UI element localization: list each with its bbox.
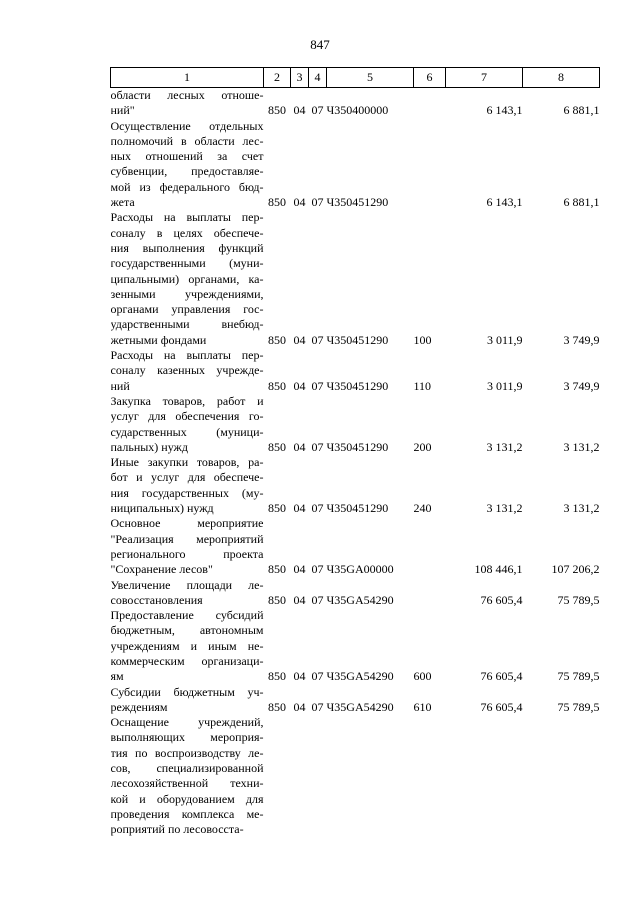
amount-year-2-cell: 75 789,5 — [557, 669, 600, 684]
row-description — [111, 608, 264, 684]
description-line: "Реализация мероприятий — [110, 531, 264, 546]
column-header-4: 4 — [309, 68, 327, 88]
description-line: соналу в целях обеспече- — [110, 225, 264, 240]
table-header-row — [111, 68, 600, 88]
admin-code-cell: 850 — [268, 669, 286, 684]
section-code-cell: 04 — [293, 195, 306, 210]
description-line: лесохозяйственной техни- — [110, 776, 264, 791]
description-line: регионального проекта — [110, 546, 264, 561]
amount-year-1-cell: 108 446,1 — [474, 562, 523, 577]
admin-code-cell: 850 — [268, 439, 286, 454]
expense-type-cell: 610 — [413, 699, 432, 714]
description-line: пальных) нужд — [110, 439, 188, 454]
target-article-cell — [327, 715, 414, 837]
amount-year-2-cell: 75 789,5 — [557, 699, 600, 714]
description-line: Расходы на выплаты пер- — [110, 348, 264, 363]
column-header-7: 7 — [446, 68, 523, 88]
subsection-code-cell: 07 — [311, 699, 324, 714]
row-description — [111, 119, 264, 211]
section-code-cell: 04 — [293, 103, 306, 118]
amount-year-2-cell — [523, 715, 600, 837]
target-article-cell: Ч350451290 — [326, 501, 389, 516]
description-line: мой из федерального бюд- — [110, 179, 264, 194]
description-line: ниципальных) нужд — [110, 501, 214, 516]
description-line: жетными фондами — [110, 332, 207, 347]
description-line: Предоставление субсидий — [110, 608, 264, 623]
description-line: Субсидии бюджетным уч- — [110, 684, 264, 699]
amount-year-1-cell: 76 605,4 — [480, 669, 523, 684]
description-line: области лесных отноше- — [110, 88, 264, 102]
row-description — [111, 516, 264, 577]
admin-code-cell: 850 — [268, 592, 286, 607]
table-row — [111, 608, 600, 684]
amount-year-2-cell: 107 206,2 — [551, 562, 600, 577]
description-line: совосстановления — [110, 592, 203, 607]
admin-code-cell: 850 — [268, 699, 286, 714]
description-line: соналу казенных учрежде- — [110, 363, 264, 378]
subsection-code-cell: 07 — [311, 501, 324, 516]
row-description — [111, 685, 264, 716]
amount-year-2-cell: 6 881,1 — [563, 195, 600, 210]
admin-code-cell: 850 — [268, 501, 286, 516]
description-line: ний — [110, 378, 130, 393]
target-article-cell: Ч350451290 — [326, 439, 389, 454]
section-code-cell — [291, 715, 309, 837]
admin-code-cell: 850 — [268, 332, 286, 347]
row-description — [111, 455, 264, 516]
column-header-3: 3 — [291, 68, 309, 88]
description-line: ний" — [110, 103, 135, 118]
description-line: ных отношений за счет — [110, 149, 264, 164]
description-line: сударственных (муници- — [110, 424, 264, 439]
subsection-code-cell: 07 — [311, 669, 324, 684]
amount-year-2-cell: 3 749,9 — [563, 332, 600, 347]
column-header-1: 1 — [111, 68, 264, 88]
subsection-code-cell: 07 — [311, 592, 324, 607]
description-line: Увеличение площади ле- — [110, 577, 264, 592]
description-line: органами управления гос- — [110, 302, 264, 317]
table-row — [111, 119, 600, 211]
description-line: выполняющих мероприя- — [110, 730, 264, 745]
amount-year-2-cell: 75 789,5 — [557, 592, 600, 607]
description-line: Основное мероприятие — [110, 516, 264, 531]
description-line: жета — [110, 195, 135, 210]
target-article-cell: Ч35GA00000 — [326, 562, 394, 577]
description-line: государственными (муни- — [110, 256, 264, 271]
table-row — [111, 348, 600, 394]
admin-code-cell: 850 — [268, 103, 286, 118]
column-header-8: 8 — [523, 68, 600, 88]
row-description — [111, 210, 264, 348]
table-row — [111, 455, 600, 516]
table-row — [111, 715, 600, 837]
row-description — [111, 348, 264, 394]
expense-type-cell: 240 — [413, 501, 432, 516]
target-article-cell: Ч35GA54290 — [326, 669, 394, 684]
amount-year-1-cell: 76 605,4 — [480, 699, 523, 714]
subsection-code-cell — [309, 715, 327, 837]
subsection-code-cell: 07 — [311, 103, 324, 118]
expense-type-cell — [414, 88, 446, 119]
subsection-code-cell: 07 — [311, 439, 324, 454]
expense-type-cell: 110 — [413, 378, 432, 393]
expense-type-cell — [414, 715, 446, 837]
description-line: ударственными внебюд- — [110, 317, 264, 332]
description-line: проведения комплекса ме- — [110, 806, 264, 821]
admin-code-cell — [264, 715, 291, 837]
budget-table — [110, 67, 600, 838]
amount-year-1-cell: 3 131,2 — [486, 439, 523, 454]
description-line: полномочий в области лес- — [110, 133, 264, 148]
description-line: тия по воспроизводству ле- — [110, 745, 264, 760]
amount-year-1-cell — [446, 715, 523, 837]
row-description — [111, 88, 264, 119]
amount-year-1-cell: 3 131,2 — [486, 501, 523, 516]
description-line: ния государственных (му- — [110, 485, 264, 500]
table-body — [111, 88, 600, 838]
subsection-code-cell: 07 — [311, 195, 324, 210]
table-row — [111, 578, 600, 609]
section-code-cell: 04 — [293, 592, 306, 607]
amount-year-1-cell: 3 011,9 — [486, 378, 523, 393]
table-row — [111, 210, 600, 348]
amount-year-1-cell: 6 143,1 — [486, 195, 523, 210]
expense-type-cell — [414, 516, 446, 577]
expense-type-cell: 600 — [413, 669, 432, 684]
description-line: ям — [110, 669, 124, 684]
amount-year-2-cell: 3 131,2 — [563, 439, 600, 454]
subsection-code-cell: 07 — [311, 562, 324, 577]
row-description — [111, 394, 264, 455]
table-row — [111, 394, 600, 455]
description-line: субвенции, предоставляе- — [110, 164, 264, 179]
description-line: Оснащение учреждений, — [110, 715, 264, 730]
section-code-cell: 04 — [293, 378, 306, 393]
description-line: кой и оборудованием для — [110, 791, 264, 806]
amount-year-1-cell: 76 605,4 — [480, 592, 523, 607]
page-number: 847 — [310, 37, 330, 52]
section-code-cell: 04 — [293, 699, 306, 714]
amount-year-2-cell: 3 131,2 — [563, 501, 600, 516]
row-description — [111, 578, 264, 609]
table-row — [111, 685, 600, 716]
table-row — [111, 516, 600, 577]
expense-type-cell — [414, 119, 446, 211]
description-line: реждениям — [110, 699, 168, 714]
admin-code-cell: 850 — [268, 195, 286, 210]
description-line: коммерческим организаци- — [110, 653, 264, 668]
description-line: сов, специализированной — [110, 761, 264, 776]
section-code-cell: 04 — [293, 501, 306, 516]
admin-code-cell: 850 — [268, 562, 286, 577]
description-line: роприятий по лесовосста- — [110, 822, 244, 837]
target-article-cell: Ч350451290 — [326, 378, 389, 393]
description-line: зенными учреждениями, — [110, 286, 264, 301]
description-line: ния выполнения функций — [110, 240, 264, 255]
target-article-cell: Ч350451290 — [326, 195, 389, 210]
description-line: Расходы на выплаты пер- — [110, 210, 264, 225]
description-line: учреждениям и иным не- — [110, 638, 264, 653]
column-header-5: 5 — [327, 68, 414, 88]
section-code-cell: 04 — [293, 332, 306, 347]
column-header-6: 6 — [414, 68, 446, 88]
description-line: Осуществление отдельных — [110, 118, 264, 133]
amount-year-2-cell: 6 881,1 — [563, 103, 600, 118]
target-article-cell: Ч35GA54290 — [326, 699, 394, 714]
expense-type-cell: 200 — [413, 439, 432, 454]
description-line: бюджетным, автономным — [110, 623, 264, 638]
column-header-2: 2 — [264, 68, 291, 88]
description-line: Закупка товаров, работ и — [110, 393, 264, 408]
subsection-code-cell: 07 — [311, 378, 324, 393]
amount-year-2-cell: 3 749,9 — [563, 378, 600, 393]
description-line: бот и услуг для обеспече- — [110, 470, 264, 485]
target-article-cell: Ч35GA54290 — [326, 592, 394, 607]
expense-type-cell — [414, 578, 446, 609]
description-line: Иные закупки товаров, ра- — [110, 455, 264, 470]
subsection-code-cell: 07 — [311, 332, 324, 347]
section-code-cell: 04 — [293, 439, 306, 454]
description-line: услуг для обеспечения го- — [110, 409, 264, 424]
row-description — [111, 715, 264, 837]
amount-year-1-cell: 3 011,9 — [486, 332, 523, 347]
amount-year-1-cell: 6 143,1 — [486, 103, 523, 118]
section-code-cell: 04 — [293, 669, 306, 684]
target-article-cell: Ч350451290 — [326, 332, 389, 347]
description-line: "Сохранение лесов" — [110, 562, 213, 577]
expense-type-cell: 100 — [413, 332, 432, 347]
admin-code-cell: 850 — [268, 378, 286, 393]
table-row — [111, 88, 600, 119]
target-article-cell: Ч350400000 — [326, 103, 389, 118]
description-line: ципальными) органами, ка- — [110, 271, 264, 286]
section-code-cell: 04 — [293, 562, 306, 577]
